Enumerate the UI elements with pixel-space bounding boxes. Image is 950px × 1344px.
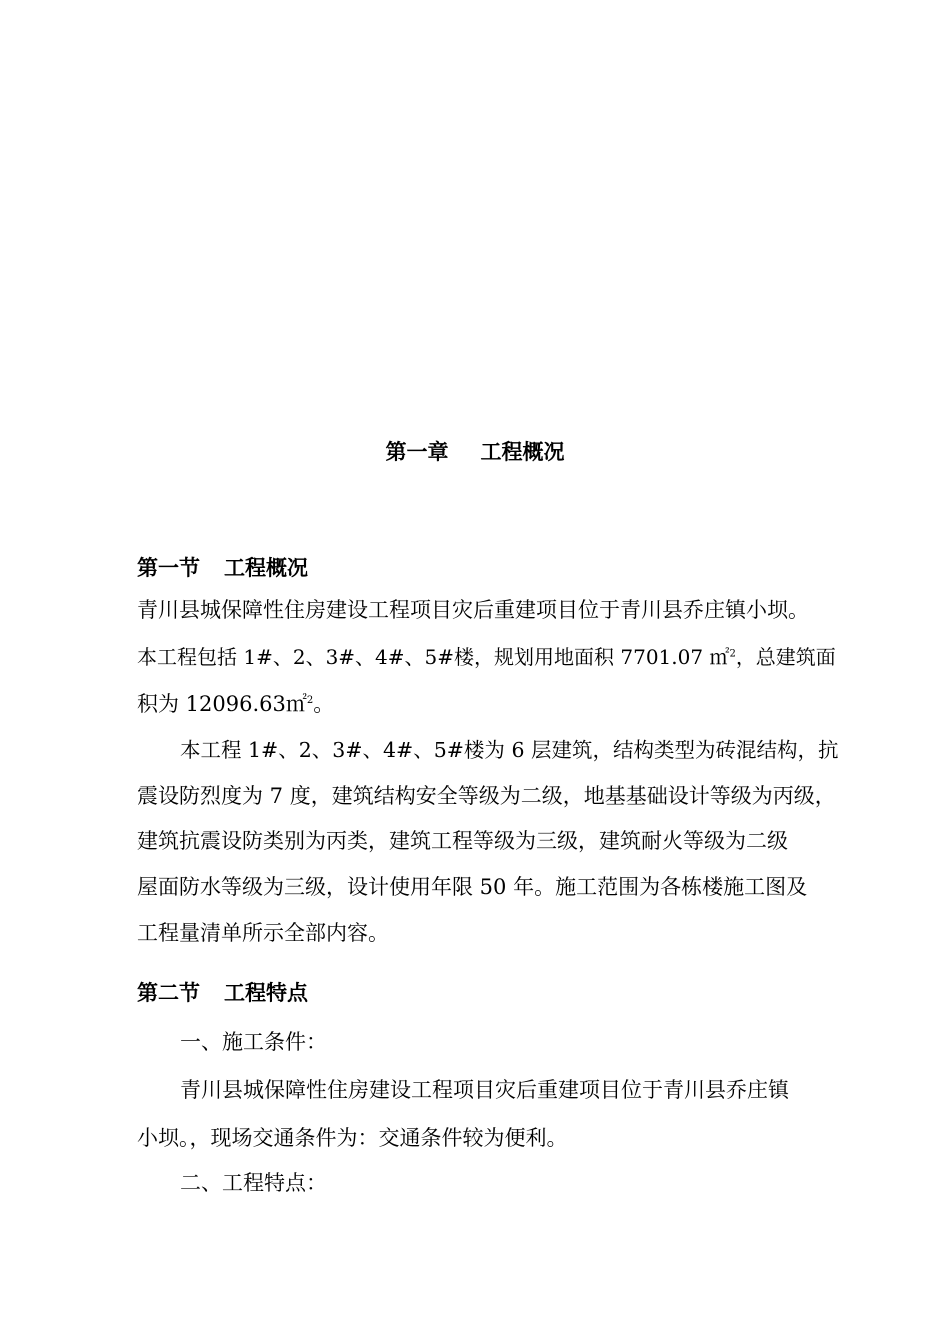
section2-heading bbox=[137, 977, 308, 1007]
section1-para2-line3: 建筑抗震设防类别为丙类，建筑工程等级为三级，建筑耐火等级为二级 bbox=[137, 829, 788, 853]
section2-para-line2: 小坝。，现场交通条件为：交通条件较为便利。 bbox=[137, 1126, 568, 1150]
line3-text-a: 积为 12096.63㎡ bbox=[137, 692, 307, 716]
line2-text-b: ，总建筑面 bbox=[735, 645, 836, 669]
section2-number: 第二节 bbox=[137, 981, 200, 1005]
chapter-title: 工程概况 bbox=[480, 440, 565, 464]
section2-item1: 一、施工条件： bbox=[180, 1030, 327, 1054]
section1-para1-line3 bbox=[137, 689, 852, 719]
section1-para2-line2: 震设防烈度为 7 度，建筑结构安全等级为二级，地基基础设计等级为丙级， bbox=[137, 784, 836, 808]
section1-number: 第一节 bbox=[137, 556, 200, 580]
section1-para1-line1: 青川县城保障性住房建设工程项目灾后重建项目位于青川县乔庄镇小坝。 bbox=[137, 598, 809, 622]
line2-superscript: 2 bbox=[729, 648, 736, 660]
section1-title: 工程概况 bbox=[224, 556, 308, 580]
section2-para-line1: 青川县城保障性住房建设工程项目灾后重建项目位于青川县乔庄镇 bbox=[180, 1078, 789, 1102]
line3-text-b: 。 bbox=[313, 692, 335, 716]
section1-para2-line4: 屋面防水等级为三级，设计使用年限 50 年。施工范围为各栋楼施工图及 bbox=[137, 875, 808, 899]
section1-para2-line1: 本工程 1#、2、3#、4#、5#楼为 6 层建筑，结构类型为砖混结构，抗 bbox=[180, 738, 839, 762]
section1-heading bbox=[137, 552, 308, 582]
chapter-number: 第一章 bbox=[385, 440, 449, 464]
line3-superscript: 2 bbox=[306, 695, 314, 706]
section2-title: 工程特点 bbox=[224, 981, 308, 1005]
section1-para1-line2 bbox=[137, 642, 852, 672]
section1-para2-line5: 工程量清单所示全部内容。 bbox=[137, 921, 389, 945]
line2-text-a: 本工程包括 1#、2、3#、4#、5#楼，规划用地面积 7701.07 ㎡ bbox=[137, 645, 730, 669]
chapter-heading bbox=[0, 436, 950, 466]
section2-item2: 二、工程特点： bbox=[180, 1171, 327, 1195]
